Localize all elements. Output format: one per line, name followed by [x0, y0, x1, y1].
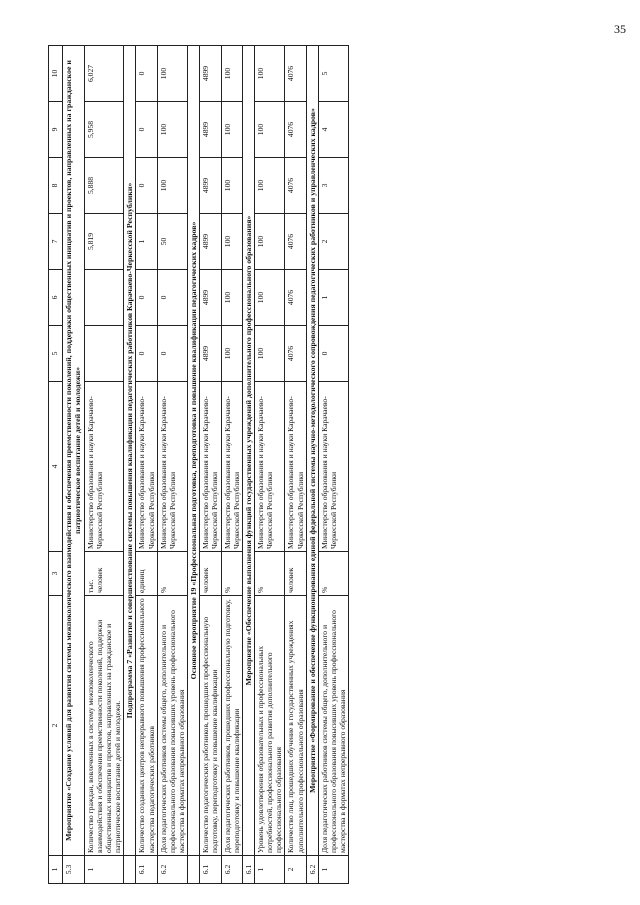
section-row — [124, 46, 136, 884]
indicator-name: Количество педагогических работников, прошедших профессиональную подготовку, переподготовку и повышение квалификации — [200, 596, 221, 856]
table-row — [285, 46, 306, 884]
section-title: Мероприятие «Создание условий для развития системы межпоколенческого взаимодействия и обеспечения преемственности поколений, поддержки общественных инициатив и проектов, направленных на гражданское и патриотическое воспитание детей и молодежи» — [63, 46, 85, 856]
column-header: 9 — [49, 102, 63, 158]
column-header: 4 — [49, 382, 63, 552]
value-col9: 100 — [221, 102, 242, 158]
value-col7: 100 — [221, 214, 242, 270]
value-col10: 100 — [157, 46, 187, 102]
table-row — [136, 46, 157, 884]
indicators-table — [48, 45, 349, 884]
value-col6: 100 — [255, 270, 285, 326]
row-number: 6.1 — [200, 856, 221, 884]
executor: Министерство образования и науки Карачаево-Черкесской Республики — [319, 382, 349, 552]
executor: Министерство образования и науки Карачаево-Черкесской Республики — [285, 382, 306, 552]
value-col7: 2 — [319, 214, 349, 270]
table-row — [84, 46, 123, 884]
executor: Министерство образования и науки Карачаево-Черкесской Республики — [84, 382, 123, 552]
value-col8: 5,888 — [84, 158, 123, 214]
value-col7: 5,819 — [84, 214, 123, 270]
unit: % — [221, 552, 242, 596]
value-col8: 4076 — [285, 158, 306, 214]
table-row — [221, 46, 242, 884]
table-row — [255, 46, 285, 884]
column-header: 8 — [49, 158, 63, 214]
section-row — [188, 46, 200, 884]
landscape-content — [48, 46, 608, 884]
section-row — [63, 46, 85, 884]
row-number: 2 — [285, 856, 306, 884]
section-number: 6.1 — [242, 856, 254, 884]
value-col9: 100 — [255, 102, 285, 158]
value-col5: 4076 — [285, 326, 306, 382]
indicator-name: Доля педагогических работников, прошедших профессиональную подготовку, переподготовку и повышение квалификации — [221, 596, 242, 856]
indicator-name: Уровень удовлетворения образовательных и профессиональных потребностей, профессионального развития дополнительного профессионального образования — [255, 596, 285, 856]
row-number: 6.1 — [136, 856, 157, 884]
value-col9: 0 — [136, 102, 157, 158]
value-col7: 4076 — [285, 214, 306, 270]
value-col10: 4899 — [200, 46, 221, 102]
value-col5: 100 — [221, 326, 242, 382]
column-header: 2 — [49, 596, 63, 856]
unit: % — [319, 552, 349, 596]
value-col7: 50 — [157, 214, 187, 270]
executor: Министерство образования и науки Карачаево-Черкесской Республики — [136, 382, 157, 552]
value-col10: 100 — [255, 46, 285, 102]
value-col5 — [84, 326, 123, 382]
value-col8: 100 — [255, 158, 285, 214]
value-col10: 100 — [221, 46, 242, 102]
value-col9: 4899 — [200, 102, 221, 158]
value-col6: 0 — [157, 270, 187, 326]
value-col10: 5 — [319, 46, 349, 102]
row-number: 6.2 — [221, 856, 242, 884]
section-title: Мероприятие «Обеспечение выполнения функций государственных учреждений дополнительного профессионального образования» — [242, 46, 254, 856]
section-row — [242, 46, 254, 884]
value-col10: 4076 — [285, 46, 306, 102]
section-title: Основное мероприятие 19 «Профессиональная подготовка, переподготовка и повышение квалификации педагогических кадров» — [188, 46, 200, 856]
indicator-name: Количество граждан, вовлеченных в систему межпоколенческого взаимодействия и обеспечения преемственности поколений, поддержки общественных инициатив и проектов, направленных на гражданское и патриотическое воспитание детей и молодежи. — [84, 596, 123, 856]
value-col6: 0 — [136, 270, 157, 326]
unit: % — [255, 552, 285, 596]
section-title: Подпрограмма 7 «Развитие и совершенствование системы повышения квалификации педагогических работников Карачаево-Черкесской Республики» — [124, 46, 136, 856]
row-number: 1 — [84, 856, 123, 884]
column-header: 1 — [49, 856, 63, 884]
value-col6: 100 — [221, 270, 242, 326]
value-col8: 100 — [157, 158, 187, 214]
page-number: 35 — [614, 22, 626, 36]
value-col5: 0 — [319, 326, 349, 382]
indicator-name: Доля педагогических работников системы общего, дополнительного и профессионального образования повысивших уровень профессионального мастерства в форматах непрерывного образования — [319, 596, 349, 856]
column-header: 5 — [49, 326, 63, 382]
section-number: 5.3 — [63, 856, 85, 884]
value-col10: 6,027 — [84, 46, 123, 102]
executor: Министерство образования и науки Карачаево-Черкесской Республики — [200, 382, 221, 552]
value-col6: 4899 — [200, 270, 221, 326]
value-col6 — [84, 270, 123, 326]
value-col8: 0 — [136, 158, 157, 214]
value-col7: 100 — [255, 214, 285, 270]
unit: единиц — [136, 552, 157, 596]
value-col6: 4076 — [285, 270, 306, 326]
unit: % — [157, 552, 187, 596]
section-title: Мероприятие «Формирование и обеспечение функционирования единой федеральной системы научно-методологического сопровождения педагогических работников и управленческих кадров» — [306, 46, 318, 856]
value-col7: 4899 — [200, 214, 221, 270]
section-number — [188, 856, 200, 884]
section-row — [306, 46, 318, 884]
value-col6: 1 — [319, 270, 349, 326]
unit: человек — [200, 552, 221, 596]
indicator-name: Количество созданных центров непрерывного повышения профессионального мастерства педагогических работников — [136, 596, 157, 856]
column-header: 6 — [49, 270, 63, 326]
indicator-name: Количество лиц, прошедших обучение в государственных учреждениях дополнительного профессионального образования — [285, 596, 306, 856]
value-col5: 0 — [136, 326, 157, 382]
table-row — [157, 46, 187, 884]
indicator-name: Доля педагогических работников системы общего, дополнительного и профессионального образования повысивших уровень профессионального мастерства в форматах непрерывного образования — [157, 596, 187, 856]
column-header: 7 — [49, 214, 63, 270]
value-col9: 4076 — [285, 102, 306, 158]
executor: Министерство образования и науки Карачаево-Черкесской Республики — [157, 382, 187, 552]
value-col5: 100 — [255, 326, 285, 382]
table-row — [200, 46, 221, 884]
row-number: 6.2 — [157, 856, 187, 884]
value-col5: 0 — [157, 326, 187, 382]
row-number: 1 — [255, 856, 285, 884]
column-number-row — [49, 46, 63, 884]
column-header: 3 — [49, 552, 63, 596]
value-col8: 3 — [319, 158, 349, 214]
value-col9: 4 — [319, 102, 349, 158]
row-number: 1 — [319, 856, 349, 884]
value-col5: 4899 — [200, 326, 221, 382]
unit: человек — [285, 552, 306, 596]
table-row — [319, 46, 349, 884]
executor: Министерство образования и науки Карачаево-Черкесской Республики — [221, 382, 242, 552]
value-col8: 4899 — [200, 158, 221, 214]
section-number: 6.2 — [306, 856, 318, 884]
value-col9: 100 — [157, 102, 187, 158]
value-col8: 100 — [221, 158, 242, 214]
unit: тыс. человек — [84, 552, 123, 596]
value-col7: 1 — [136, 214, 157, 270]
value-col9: 5,958 — [84, 102, 123, 158]
section-number — [124, 856, 136, 884]
column-header: 10 — [49, 46, 63, 102]
value-col10: 0 — [136, 46, 157, 102]
executor: Министерство образования и науки Карачаево-Черкесской Республики — [255, 382, 285, 552]
